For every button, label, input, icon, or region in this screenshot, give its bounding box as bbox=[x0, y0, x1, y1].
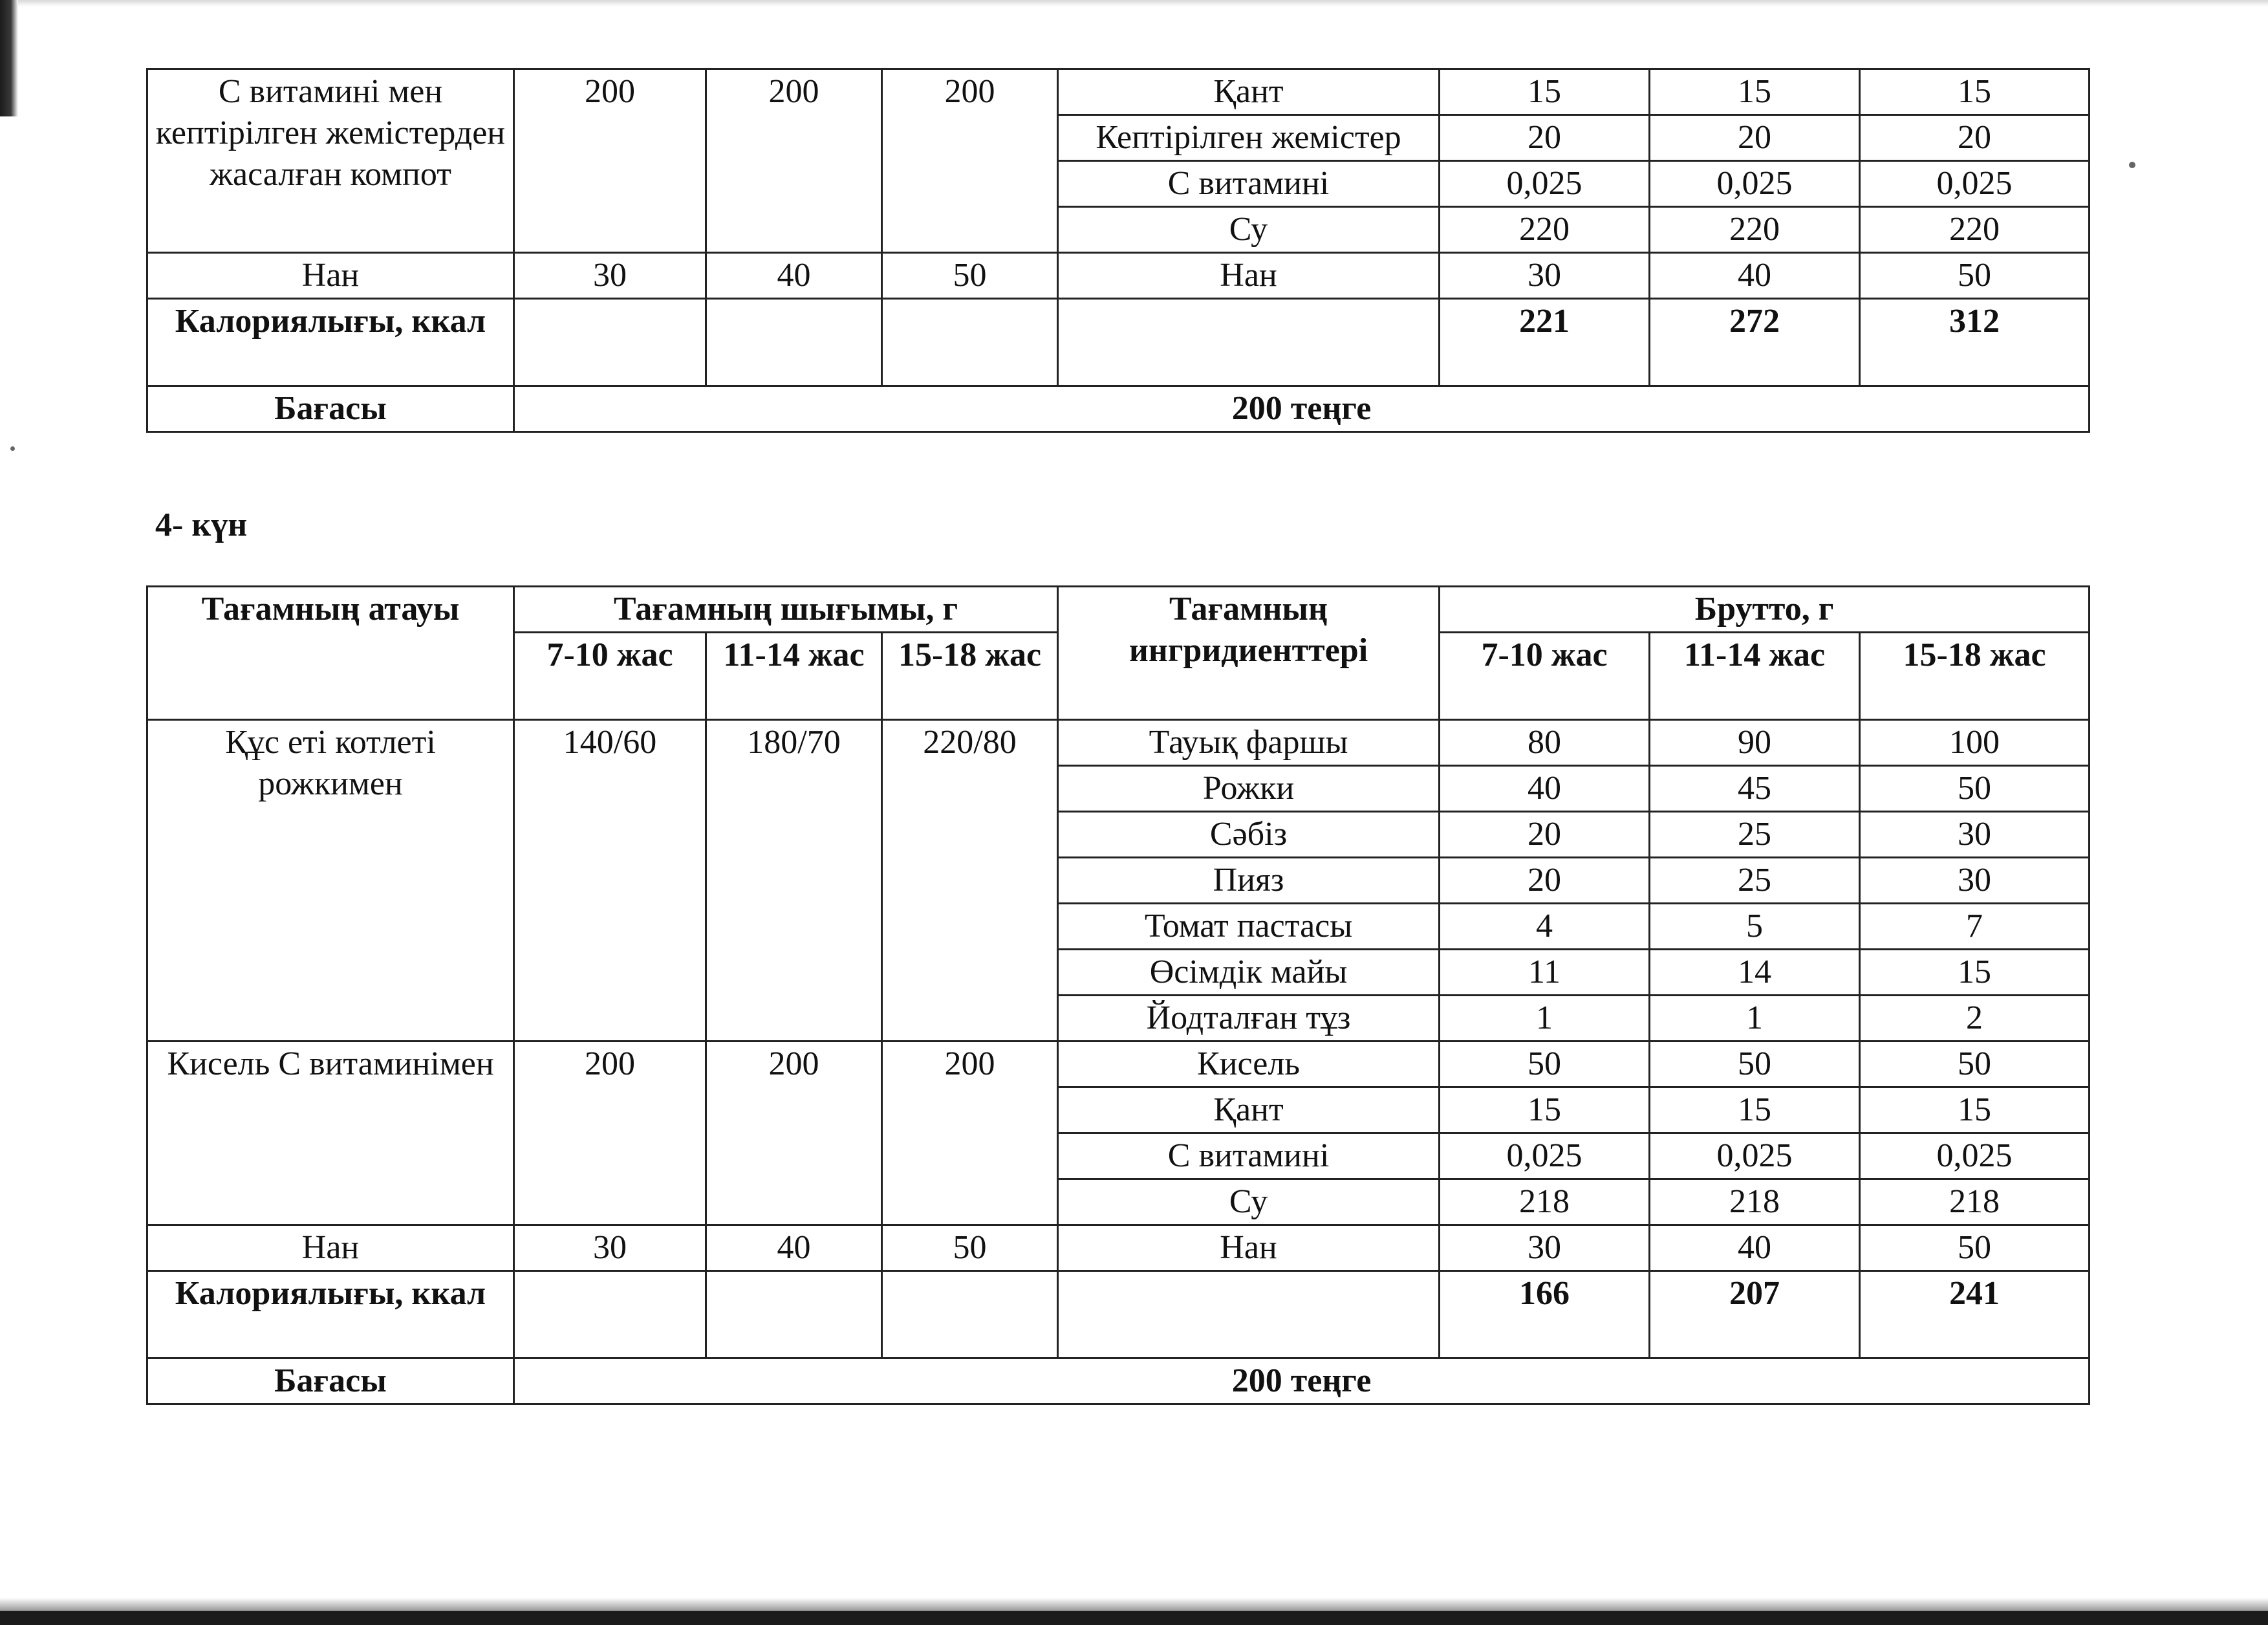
brutto-cell: 20 bbox=[1860, 115, 2090, 161]
brutto-cell: 218 bbox=[1860, 1179, 2090, 1225]
brutto-cell: 100 bbox=[1860, 720, 2090, 766]
ingredient-cell: Нан bbox=[1058, 1225, 1440, 1271]
calories-label: Калориялығы, ккал bbox=[147, 299, 514, 386]
brutto-cell: 40 bbox=[1650, 253, 1860, 299]
brutto-cell: 220 bbox=[1650, 207, 1860, 253]
brutto-cell: 0,025 bbox=[1440, 1133, 1650, 1179]
ingredient-cell: Кептірілген жемістер bbox=[1058, 115, 1440, 161]
output-cell: 200 bbox=[882, 69, 1058, 253]
menu-table-day4 bbox=[146, 585, 2090, 1405]
header-ingredients: Тағамның ингридиенттері bbox=[1058, 587, 1440, 720]
ingredient-cell: Су bbox=[1058, 1179, 1440, 1225]
calories-value: 241 bbox=[1860, 1271, 2090, 1358]
header-dish-name: Тағамның атауы bbox=[147, 587, 514, 720]
empty-cell bbox=[1058, 299, 1440, 386]
price-label: Бағасы bbox=[147, 1358, 514, 1404]
ingredient-cell: Йодталған тұз bbox=[1058, 996, 1440, 1042]
empty-cell bbox=[706, 299, 882, 386]
brutto-cell: 90 bbox=[1650, 720, 1860, 766]
ingredient-cell: Нан bbox=[1058, 253, 1440, 299]
menu-table-day3 bbox=[146, 68, 2090, 433]
scan-speck bbox=[10, 446, 15, 451]
dish-name-cell: Нан bbox=[147, 1225, 514, 1271]
header-age: 11-14 жас bbox=[1650, 633, 1860, 720]
ingredient-cell: Пияз bbox=[1058, 858, 1440, 904]
brutto-cell: 80 bbox=[1440, 720, 1650, 766]
brutto-cell: 40 bbox=[1440, 766, 1650, 812]
ingredient-cell: Кисель bbox=[1058, 1042, 1440, 1087]
brutto-cell: 15 bbox=[1440, 69, 1650, 115]
output-cell: 50 bbox=[882, 253, 1058, 299]
brutto-cell: 5 bbox=[1650, 904, 1860, 950]
ingredient-cell: С витамині bbox=[1058, 161, 1440, 207]
brutto-cell: 0,025 bbox=[1860, 161, 2090, 207]
output-cell: 50 bbox=[882, 1225, 1058, 1271]
table-row bbox=[147, 1225, 2090, 1271]
ingredient-cell: Томат пастасы bbox=[1058, 904, 1440, 950]
brutto-cell: 20 bbox=[1650, 115, 1860, 161]
scan-top-edge bbox=[0, 0, 2268, 6]
price-value: 200 теңге bbox=[514, 386, 2090, 432]
brutto-cell: 14 bbox=[1650, 950, 1860, 996]
brutto-cell: 218 bbox=[1440, 1179, 1650, 1225]
brutto-cell: 30 bbox=[1440, 253, 1650, 299]
brutto-cell: 7 bbox=[1860, 904, 2090, 950]
brutto-cell: 20 bbox=[1440, 812, 1650, 858]
dish-name-cell: Нан bbox=[147, 253, 514, 299]
brutto-cell: 220 bbox=[1440, 207, 1650, 253]
ingredient-cell: С витамині bbox=[1058, 1133, 1440, 1179]
dish-name-cell: С витамині мен кептірілген жемістерден жасалған компот bbox=[147, 69, 514, 253]
brutto-cell: 20 bbox=[1440, 858, 1650, 904]
header-brutto: Брутто, г bbox=[1440, 587, 2090, 633]
output-cell: 200 bbox=[706, 1042, 882, 1225]
ingredient-cell: Рожки bbox=[1058, 766, 1440, 812]
calories-value: 207 bbox=[1650, 1271, 1860, 1358]
ingredient-cell: Қант bbox=[1058, 69, 1440, 115]
output-cell: 200 bbox=[514, 1042, 706, 1225]
header-age: 11-14 жас bbox=[706, 633, 882, 720]
brutto-cell: 50 bbox=[1860, 766, 2090, 812]
output-cell: 200 bbox=[882, 1042, 1058, 1225]
price-label: Бағасы bbox=[147, 386, 514, 432]
output-cell: 30 bbox=[514, 1225, 706, 1271]
brutto-cell: 220 bbox=[1860, 207, 2090, 253]
price-row bbox=[147, 1358, 2090, 1404]
price-value: 200 теңге bbox=[514, 1358, 2090, 1404]
output-cell: 140/60 bbox=[514, 720, 706, 1042]
brutto-cell: 30 bbox=[1860, 858, 2090, 904]
brutto-cell: 50 bbox=[1650, 1042, 1860, 1087]
scan-speck bbox=[2129, 162, 2135, 168]
output-cell: 200 bbox=[706, 69, 882, 253]
brutto-cell: 50 bbox=[1860, 1042, 2090, 1087]
brutto-cell: 15 bbox=[1650, 69, 1860, 115]
table-row bbox=[147, 1042, 2090, 1087]
brutto-cell: 2 bbox=[1860, 996, 2090, 1042]
brutto-cell: 50 bbox=[1860, 253, 2090, 299]
brutto-cell: 15 bbox=[1860, 69, 2090, 115]
ingredient-cell: Қант bbox=[1058, 1087, 1440, 1133]
brutto-cell: 45 bbox=[1650, 766, 1860, 812]
header-age: 15-18 жас bbox=[1860, 633, 2090, 720]
brutto-cell: 40 bbox=[1650, 1225, 1860, 1271]
scan-bottom-edge bbox=[0, 1611, 2268, 1625]
empty-cell bbox=[1058, 1271, 1440, 1358]
ingredient-cell: Су bbox=[1058, 207, 1440, 253]
brutto-cell: 0,025 bbox=[1650, 1133, 1860, 1179]
output-cell: 40 bbox=[706, 253, 882, 299]
brutto-cell: 1 bbox=[1440, 996, 1650, 1042]
brutto-cell: 0,025 bbox=[1440, 161, 1650, 207]
ingredient-cell: Сәбіз bbox=[1058, 812, 1440, 858]
ingredient-cell: Өсімдік майы bbox=[1058, 950, 1440, 996]
output-cell: 200 bbox=[514, 69, 706, 253]
empty-cell bbox=[514, 1271, 706, 1358]
header-age: 7-10 жас bbox=[514, 633, 706, 720]
scan-bottom-fade bbox=[0, 1598, 2268, 1611]
brutto-cell: 4 bbox=[1440, 904, 1650, 950]
calories-label: Калориялығы, ккал bbox=[147, 1271, 514, 1358]
empty-cell bbox=[882, 1271, 1058, 1358]
header-row bbox=[147, 587, 2090, 633]
table-row bbox=[147, 69, 2090, 115]
brutto-cell: 30 bbox=[1860, 812, 2090, 858]
brutto-cell: 1 bbox=[1650, 996, 1860, 1042]
header-output: Тағамның шығымы, г bbox=[514, 587, 1058, 633]
output-cell: 40 bbox=[706, 1225, 882, 1271]
brutto-cell: 30 bbox=[1440, 1225, 1650, 1271]
output-cell: 220/80 bbox=[882, 720, 1058, 1042]
output-cell: 30 bbox=[514, 253, 706, 299]
brutto-cell: 15 bbox=[1440, 1087, 1650, 1133]
dish-name-cell: Құс еті котлеті рожкимен bbox=[147, 720, 514, 1042]
brutto-cell: 11 bbox=[1440, 950, 1650, 996]
empty-cell bbox=[514, 299, 706, 386]
day-heading: 4- күн bbox=[155, 507, 248, 543]
brutto-cell: 15 bbox=[1650, 1087, 1860, 1133]
brutto-cell: 50 bbox=[1440, 1042, 1650, 1087]
table-row bbox=[147, 253, 2090, 299]
header-age: 15-18 жас bbox=[882, 633, 1058, 720]
brutto-cell: 0,025 bbox=[1650, 161, 1860, 207]
brutto-cell: 50 bbox=[1860, 1225, 2090, 1271]
brutto-cell: 218 bbox=[1650, 1179, 1860, 1225]
ingredient-cell: Тауық фаршы bbox=[1058, 720, 1440, 766]
calories-value: 312 bbox=[1860, 299, 2090, 386]
brutto-cell: 15 bbox=[1860, 950, 2090, 996]
output-cell: 180/70 bbox=[706, 720, 882, 1042]
price-row bbox=[147, 386, 2090, 432]
dish-name-cell: Кисель С витаминімен bbox=[147, 1042, 514, 1225]
empty-cell bbox=[882, 299, 1058, 386]
brutto-cell: 0,025 bbox=[1860, 1133, 2090, 1179]
table-row bbox=[147, 720, 2090, 766]
calories-value: 272 bbox=[1650, 299, 1860, 386]
calories-row bbox=[147, 299, 2090, 386]
calories-value: 221 bbox=[1440, 299, 1650, 386]
calories-row bbox=[147, 1271, 2090, 1358]
brutto-cell: 20 bbox=[1440, 115, 1650, 161]
brutto-cell: 15 bbox=[1860, 1087, 2090, 1133]
brutto-cell: 25 bbox=[1650, 812, 1860, 858]
empty-cell bbox=[706, 1271, 882, 1358]
brutto-cell: 25 bbox=[1650, 858, 1860, 904]
header-age: 7-10 жас bbox=[1440, 633, 1650, 720]
scan-corner-shadow bbox=[0, 0, 18, 116]
calories-value: 166 bbox=[1440, 1271, 1650, 1358]
